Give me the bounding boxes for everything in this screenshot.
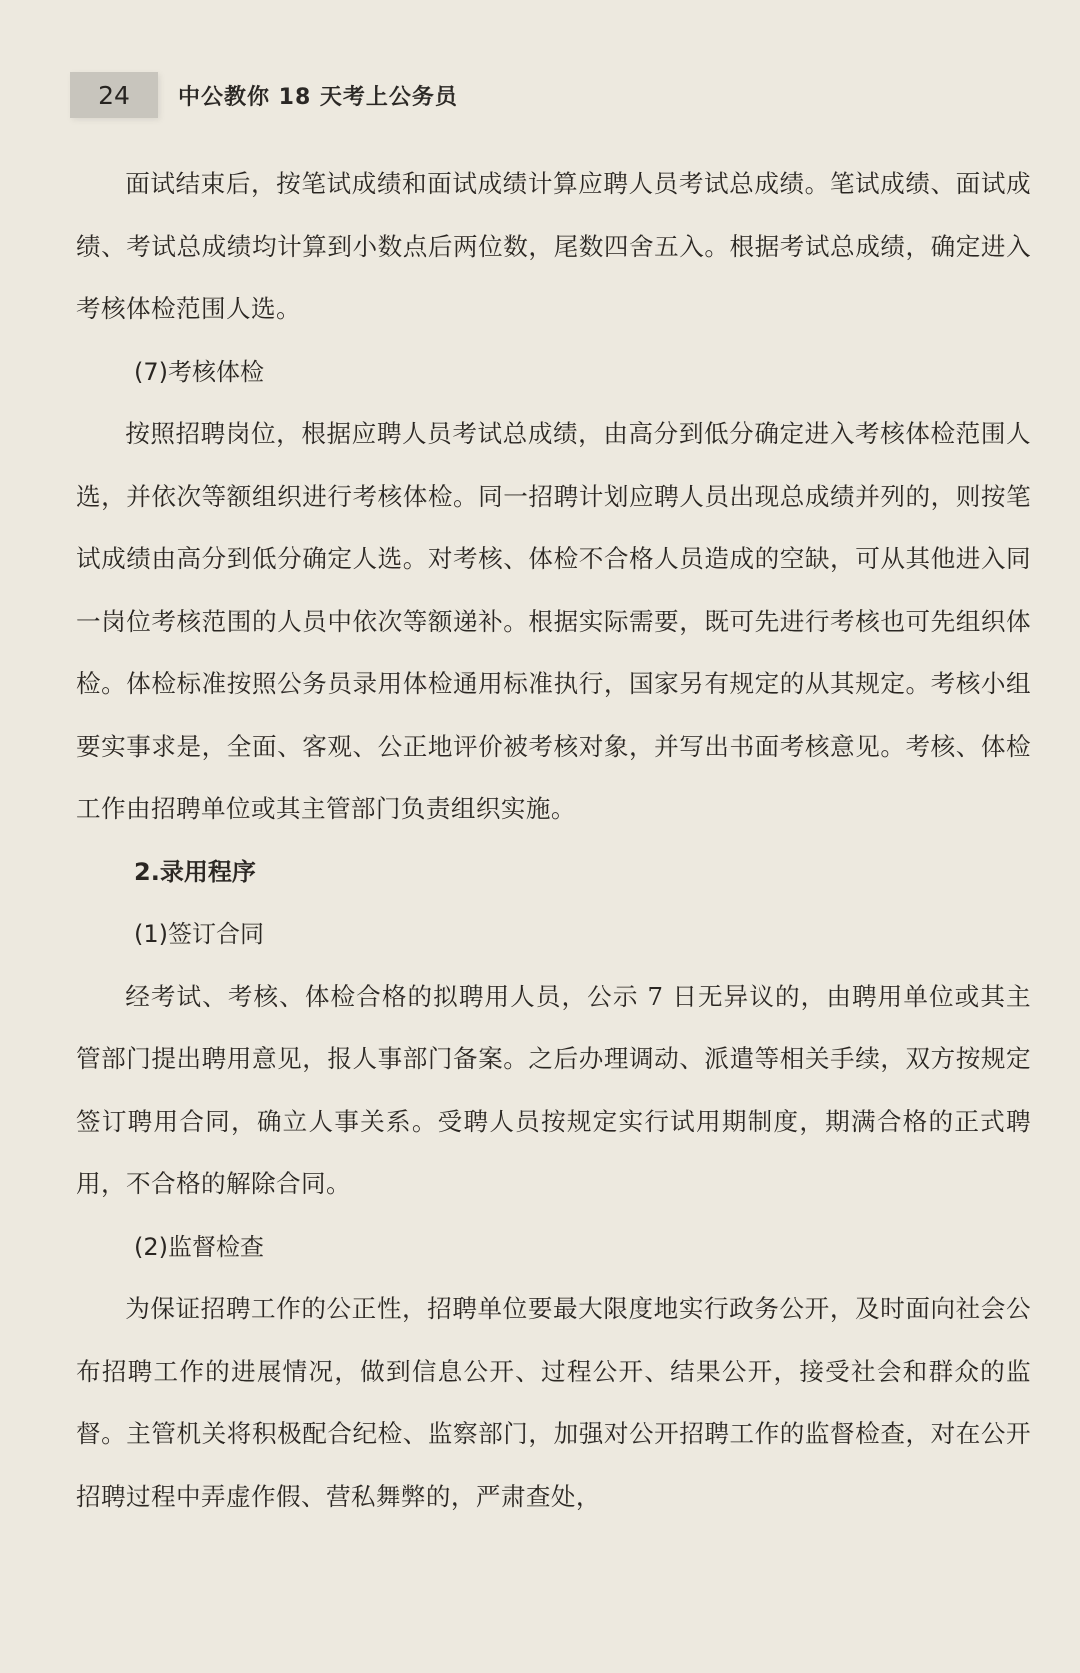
heading-sign-contract: (1)签订合同 bbox=[134, 920, 264, 948]
paragraph-assessment-checkup: 按照招聘岗位，根据应聘人员考试总成绩，由高分到低分确定进入考核体检范围人选，并依次等额组织进行考核体检。同一招聘计划应聘人员出现总成绩并列的，则按笔试成绩由高分到低分确定人选。对考核、体检不合格人员造成的空缺，可从其他进入同一岗位考核范围的人员中依次等额递补。根据实际需要，既可先进行考核也可先组织体检。体检标准按照公务员录用体检通用标准执行，国家另有规定的从其规定。考核小组要实事求是，全面、客观、公正地评价被考核对象，并写出书面考核意见。考核、体检工作由招聘单位或其主管部门负责组织实施。 bbox=[76, 419, 1031, 823]
heading-hiring-procedure: 2.录用程序 bbox=[134, 857, 256, 886]
running-head-title: 中公教你 18 天考上公务员 bbox=[178, 84, 458, 110]
heading-supervision: (2)监督检查 bbox=[134, 1232, 264, 1261]
page-header bbox=[70, 70, 458, 120]
paragraph-sign-contract: 经考试、考核、体检合格的拟聘用人员，公示 7 日无异议的，由聘用单位或其主管部门提出聘用意见，报人事部门备案。之后办理调动、派遣等相关手续，双方按规定签订聘用合同，确立人事关系。受聘人员按规定实行试用期制度，期满合格的正式聘用，不合格的解除合同。 bbox=[76, 981, 1031, 1198]
page-number-box bbox=[70, 72, 158, 118]
page-body bbox=[76, 153, 1031, 1528]
page-number: 24 bbox=[98, 80, 130, 110]
heading-assessment-checkup: (7)考核体检 bbox=[134, 357, 264, 386]
paragraph-supervision: 为保证招聘工作的公正性，招聘单位要最大限度地实行政务公开，及时面向社会公布招聘工作的进展情况，做到信息公开、过程公开、结果公开，接受社会和群众的监督。主管机关将积极配合纪检、监察部门，加强对公开招聘工作的监督检查，对在公开招聘过程中弄虚作假、营私舞弊的，严肃查处， bbox=[76, 1294, 1031, 1511]
paragraph-interview-scoring: 面试结束后，按笔试成绩和面试成绩计算应聘人员考试总成绩。笔试成绩、面试成绩、考试总成绩均计算到小数点后两位数，尾数四舍五入。根据考试总成绩，确定进入考核体检范围人选。 bbox=[76, 169, 1031, 323]
